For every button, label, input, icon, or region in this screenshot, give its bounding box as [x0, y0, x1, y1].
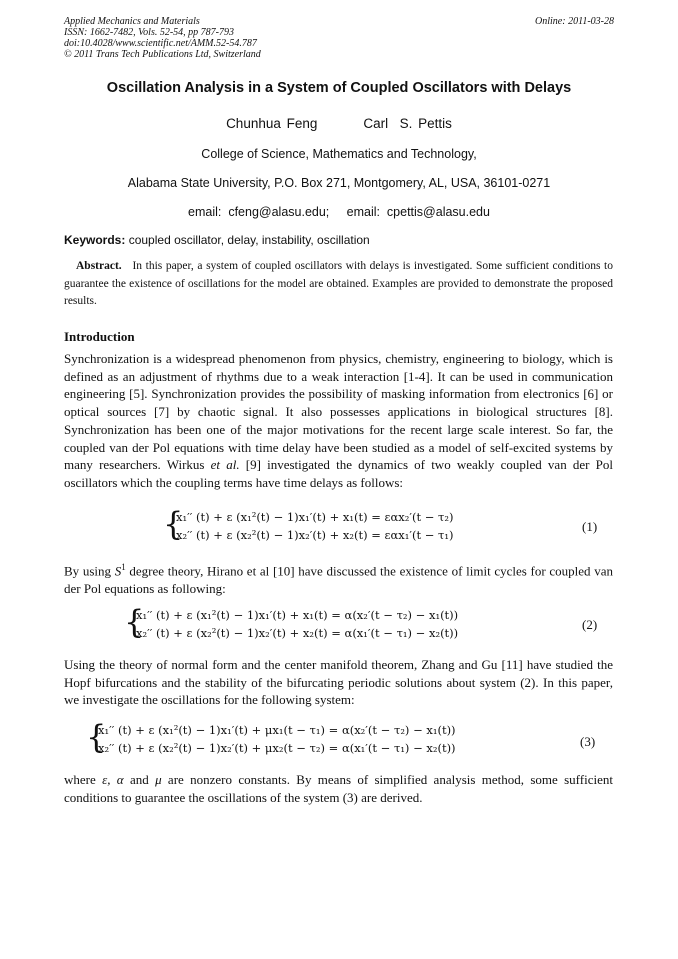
- p1-text-b: [9] investigated the dynamics of two weakly coupled van der Pol oscillators which the coupling terms have time delays as follows:: [64, 457, 613, 490]
- p4-text-b: are nonzero constants. By means of simplified analysis method, some sufficient conditions to guarantee the oscillations of the system (3) are derived.: [64, 772, 613, 805]
- equation-1: [176, 509, 454, 544]
- p2-s: S: [114, 563, 122, 579]
- online-date: Online: 2011-03-28: [535, 16, 614, 27]
- keywords-text: coupled oscillator, delay, instability, oscillation: [128, 233, 370, 247]
- brace-eq3: {: [86, 718, 107, 756]
- p2-sup: 1: [121, 562, 126, 572]
- p2-text-b: degree theory, Hirano et al [10] have discussed the existence of limit cycles for coupled van der Pol equations as following:: [64, 563, 614, 597]
- intro-paragraph-2: [64, 559, 613, 598]
- author-names: Chunhua Feng Carl S. Pettis: [226, 116, 452, 131]
- paper-title: Oscillation Analysis in a System of Coupled Oscillators with Delays: [106, 80, 572, 96]
- eq2-line2: x₂′′ (t) + ε (x₂²(t) − 1)x₂′(t) + x₂(t) = α(x₁′(t − τ₁) − x₂(t)): [136, 625, 459, 640]
- p1-text-a: Synchronization is a widespread phenomenon from physics, chemistry, engineering to biology, which is defined as an adjustment of rhythms due to a weak interaction [1-4]. It can be used in communication engineering [5]. Synchronization provides the possibility of masking information from electronics [6] or optical sources [7] by chaotic signal. It also possesses applications in biological structures [8]. Synchronization has been one of the major motivations for the recent large scale interest. So far, the coupled van der Pol equations with time delay have been studied as a model of self-excited systems by many researchers. Wirkus: [64, 351, 613, 473]
- eq2-line1: x₁′′ (t) + ε (x₁²(t) − 1)x₁′(t) + x₁(t) = α(x₂′(t − τ₂) − x₁(t)): [136, 608, 459, 622]
- affiliation-emails: [0, 205, 678, 219]
- p1-etal: et al.: [210, 457, 240, 473]
- abstract: [64, 258, 613, 311]
- equation-2: [136, 607, 458, 642]
- intro-paragraph-4: [64, 771, 613, 806]
- affiliation-college: College of Science, Mathematics and Technology,: [201, 147, 477, 161]
- abstract-text: In this paper, a system of coupled oscillators with delays is investigated. Some sufficient conditions to guarantee the existence of oscillations for the model are obtained. Examples are provided to demonstrate the proposed results.: [64, 260, 613, 308]
- equation-3: [98, 722, 456, 757]
- brace-eq1: {: [163, 505, 184, 543]
- abstract-label: Abstract.: [76, 260, 122, 272]
- eq2-number: (2): [582, 617, 598, 632]
- eq1-line2: x₂′′ (t) + ε (x₂²(t) − 1)x₂′(t) + x₂(t) = εαx₁′(t − τ₁): [176, 527, 454, 542]
- eq3-number: (3): [580, 734, 596, 749]
- p4-mu: μ: [155, 772, 162, 787]
- authors: [0, 116, 678, 131]
- section-heading-introduction: Introduction: [64, 329, 135, 344]
- p4-and: and: [123, 772, 156, 787]
- eq1-line1: x₁′′ (t) + ε (x₁²(t) − 1)x₁′(t) + x₁(t) = εαx₂′(t − τ₂): [176, 510, 454, 524]
- eq3-line1: x₁′′ (t) + ε (x₁²(t) − 1)x₁′(t) + μx₁(t − τ₁) = α(x₂′(t − τ₂) − x₁(t)): [98, 723, 456, 737]
- affiliation-address: Alabama State University, P.O. Box 271, Montgomery, AL, USA, 36101-0271: [127, 176, 551, 190]
- journal-header: [64, 16, 261, 60]
- emails: email: cfeng@alasu.edu; email: cpettis@alasu.edu: [188, 205, 490, 219]
- issn-line: ISSN: 1662-7482, Vols. 52-54, pp 787-793: [64, 27, 234, 38]
- intro-paragraph-1: [64, 350, 613, 492]
- journal-name: Applied Mechanics and Materials: [64, 16, 200, 27]
- eq3-line2: x₂′′ (t) + ε (x₂²(t) − 1)x₂′(t) + μx₂(t − τ₂) = α(x₁′(t − τ₁) − x₂(t)): [98, 740, 456, 755]
- keywords-label: Keywords:: [64, 233, 126, 247]
- p2-text-a: By using: [64, 563, 115, 579]
- intro-paragraph-3: Using the theory of normal form and the center manifold theorem, Zhang and Gu [11] have studied the Hopf bifurcations and the stability of the bifurcating periodic solutions about system (2). In this paper, we investigate the oscillations for the following system:: [64, 657, 613, 708]
- keywords: [64, 233, 370, 247]
- p4-text-a: where: [64, 772, 103, 787]
- brace-eq2: {: [124, 603, 145, 641]
- doi-line: doi:10.4028/www.scientific.net/AMM.52-54.787: [64, 38, 257, 49]
- copyright-line: © 2011 Trans Tech Publications Ltd, Switzerland: [64, 49, 261, 60]
- eq1-number: (1): [582, 519, 598, 534]
- p4-vars: ε, α: [102, 772, 124, 787]
